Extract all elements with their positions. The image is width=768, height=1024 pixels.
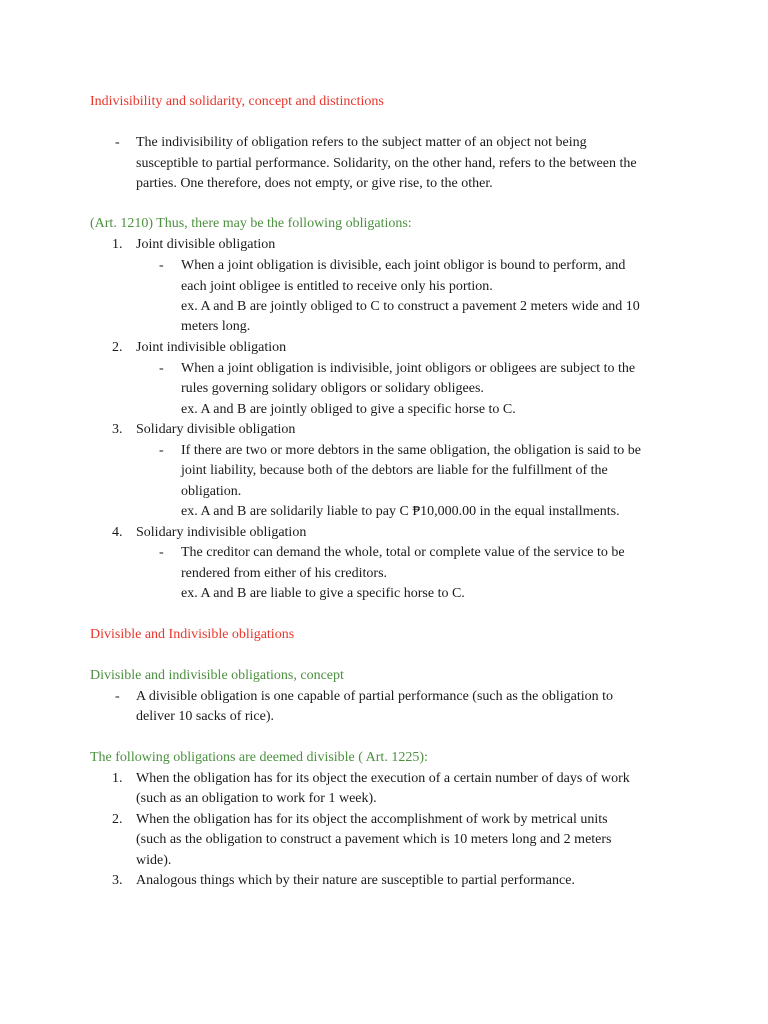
example-line: ex. A and B are jointly obliged to C to construct a pavement 2 meters wide and 10 bbox=[181, 299, 640, 314]
list-item-line: When the obligation has for its object the execution of a certain number of days of work bbox=[136, 770, 630, 786]
sub-paragraph-line: When a joint obligation is indivisible, joint obligors or obligees are subject to the bbox=[181, 360, 636, 376]
paragraph-line: deliver 10 sacks of rice). bbox=[136, 709, 274, 724]
sub-paragraph-line: joint liability, because both of the debtors are liable for the fulfillment of the bbox=[181, 463, 608, 478]
list-item-title: Solidary indivisible obligation bbox=[136, 524, 307, 540]
list-number: 3. bbox=[112, 873, 123, 888]
paragraph-line: The indivisibility of obligation refers to the subject matter of an object not being bbox=[136, 135, 587, 150]
bullet-marker: - bbox=[115, 688, 120, 704]
sub-bullet-marker: - bbox=[159, 545, 164, 560]
list-number: 1. bbox=[112, 770, 123, 786]
list-number: 3. bbox=[112, 422, 123, 437]
example-line: ex. A and B are solidarily liable to pay C ₱10,000.00 in the equal installments. bbox=[181, 504, 620, 519]
list-number: 1. bbox=[112, 237, 123, 252]
example-line: ex. A and B are liable to give a specific horse to C. bbox=[181, 586, 465, 601]
list-item-line: (such as the obligation to construct a pavement which is 10 meters long and 2 meters bbox=[136, 832, 612, 847]
sub-paragraph-line: rendered from either of his creditors. bbox=[181, 565, 388, 581]
sub-bullet-marker: - bbox=[159, 360, 164, 376]
list-number: 4. bbox=[112, 524, 123, 540]
sub-paragraph-line: each joint obligee is entitled to receive only his portion. bbox=[181, 278, 493, 294]
sub-paragraph-line: The creditor can demand the whole, total or complete value of the service to be bbox=[181, 545, 625, 560]
list-item-title: Joint indivisible obligation bbox=[136, 340, 287, 355]
sub-paragraph-line: When a joint obligation is divisible, each joint obligor is bound to perform, and bbox=[181, 258, 626, 273]
list-item-line: (such as an obligation to work for 1 week). bbox=[136, 791, 377, 806]
sub-paragraph-line: obligation. bbox=[181, 483, 242, 499]
paragraph-line: A divisible obligation is one capable of partial performance (such as the obligation to bbox=[136, 688, 614, 704]
section-heading-indivisibility: Indivisibility and solidarity, concept and distinctions bbox=[90, 94, 384, 109]
bullet-marker: - bbox=[115, 135, 120, 150]
list-item-line: When the obligation has for its object the accomplishment of work by metrical units bbox=[136, 811, 608, 827]
list-number: 2. bbox=[112, 811, 123, 827]
list-item-line: wide). bbox=[136, 852, 172, 868]
example-line: meters long. bbox=[181, 319, 251, 334]
section-heading-art-1225: The following obligations are deemed divisible ( Art. 1225): bbox=[90, 750, 428, 765]
sub-bullet-marker: - bbox=[159, 442, 164, 458]
list-item-title: Joint divisible obligation bbox=[136, 237, 276, 252]
list-item-line: Analogous things which by their nature are susceptible to partial performance. bbox=[136, 873, 575, 888]
paragraph-line: susceptible to partial performance. Solidarity, on the other hand, refers to the between the bbox=[136, 155, 637, 171]
sub-bullet-marker: - bbox=[159, 258, 164, 273]
sub-paragraph-line: If there are two or more debtors in the same obligation, the obligation is said to be bbox=[181, 442, 641, 458]
example-line: ex. A and B are jointly obliged to give a specific horse to C. bbox=[181, 401, 516, 417]
list-number: 2. bbox=[112, 340, 123, 355]
section-heading-concept: Divisible and indivisible obligations, concept bbox=[90, 668, 344, 683]
list-item-title: Solidary divisible obligation bbox=[136, 422, 296, 437]
sub-paragraph-line: rules governing solidary obligors or solidary obligees. bbox=[181, 381, 484, 396]
paragraph-line: parties. One therefore, does not empty, or give rise, to the other. bbox=[136, 176, 493, 191]
section-heading-art-1210: (Art. 1210) Thus, there may be the following obligations: bbox=[90, 216, 412, 231]
section-heading-divisible-indivisible: Divisible and Indivisible obligations bbox=[90, 627, 295, 642]
